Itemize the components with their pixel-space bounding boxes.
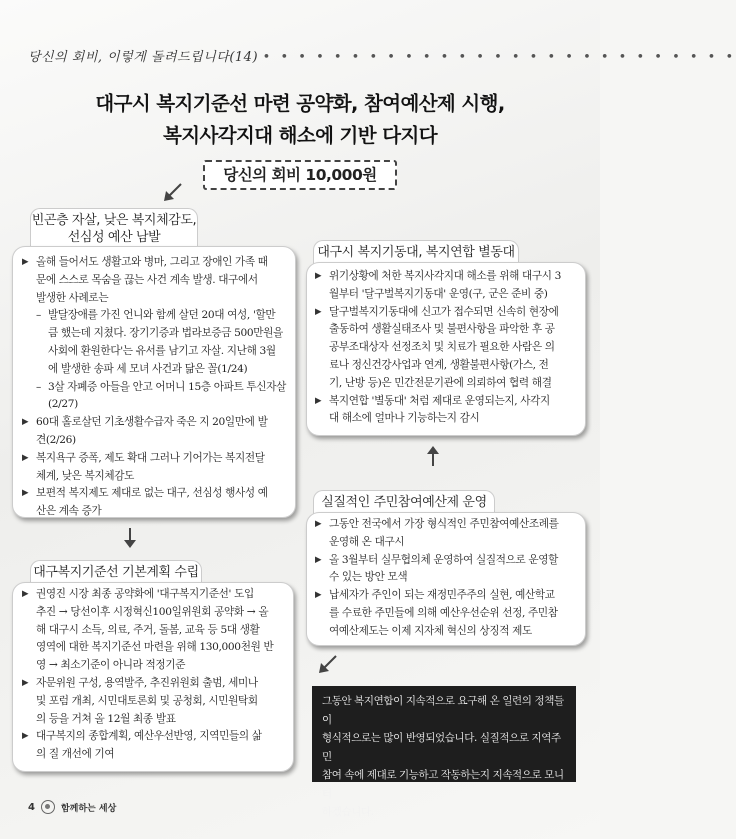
dotted-leader: • • • • • • • • • • • • • • • • • • • • • • • • • • •: [262, 50, 736, 65]
section1-tab: [30, 208, 198, 248]
list-item: – 3살 자폐증 아들을 안고 어머니 15층 아파트 투신자살: [22, 379, 290, 397]
list-item: 해 대구시 소득, 의료, 주거, 돌봄, 교육 등 5대 생활: [36, 623, 260, 636]
list-item: 사회에 환원한다'는 유서를 남기고 자살. 지난해 3월: [48, 344, 276, 357]
headline-line-2: 복지사각지대 해소에 기반 다지다: [163, 124, 437, 147]
list-item: ▶ 위기상황에 처한 복지사각지대 해소를 위해 대구시 3: [315, 268, 579, 286]
fee-label-box: 당신의 회비 10,000원: [203, 160, 397, 190]
section4-title: 실질적인 주민참여예산제 운영: [321, 495, 487, 510]
list-item: 의 질 개선에 기여: [36, 748, 115, 761]
list-item: – 발달장애를 가진 언니와 함께 살던 20대 여성, '할만: [22, 307, 290, 325]
arrow-up-icon: [421, 444, 445, 468]
list-item: 대 해소에 얼마나 기능하는지 감시: [329, 412, 480, 425]
list-item: ▶ 올해 들어서도 생활고와 병마, 그리고 장애인 가족 때: [22, 254, 290, 272]
list-item: 월부터 '달구벌복지기동대' 운영(구, 군은 준비 중): [329, 287, 548, 300]
list-item: 발생한 사례로는: [36, 291, 109, 304]
list-item: 추진 → 당선이후 시정혁신100일위원회 공약화 → 올: [36, 605, 269, 618]
arrow-down-left-icon: [316, 652, 340, 676]
list-item: ▶ 올 3월부터 실무협의체 운영하여 실질적으로 운영할: [315, 552, 579, 570]
list-item: 운영해 온 대구시: [329, 535, 405, 548]
note-line: 그동안 복지연합이 지속적으로 요구해 온 일련의 정책들이: [322, 695, 564, 726]
note-line: 형식적으로는 많이 반영되었습니다. 실질적으로 지역주민: [322, 732, 561, 763]
series-title-text: 당신의 회비, 이렇게 돌려드립니다(14): [28, 50, 259, 65]
list-item: ▶ 보편적 복지제도 제대로 없는 대구, 선심성 행사성 예: [22, 485, 290, 503]
list-item: ▶ 복지연합 '별동대' 처럼 제대로 운영되는지, 사각지: [315, 393, 579, 411]
list-item: 산은 계속 증가: [36, 505, 102, 518]
list-item: ▶ 자문위원 구성, 용역발주, 추진위원회 출범, 세미나: [22, 675, 288, 693]
list-item: 출동하여 생활실태조사 및 불편사항을 파악한 후 공: [329, 323, 555, 336]
section3-title: 대구복지기준선 기본계획 수립: [33, 565, 199, 580]
list-item: 큼 했는데 지쳤다. 장기기증과 법라보증금 500만원을: [48, 327, 283, 340]
headline-line-1: 대구시 복지기준선 마련 공약화, 참여예산제 시행,: [95, 92, 505, 115]
section2-tab: [313, 240, 519, 264]
magazine-name: 함께하는 세상: [60, 803, 117, 814]
list-item: 및 포럼 개최, 시민대토론회 및 공청회, 시민원탁회: [36, 694, 258, 707]
list-item: 여예산제도는 이제 지자체 혁신의 상징적 제도: [329, 624, 532, 637]
list-item: 의 등을 거쳐 올 12월 최종 발표: [36, 712, 176, 725]
list-item: 를 수료한 주민들에 의해 예산우선순위 선정, 주민참: [329, 606, 558, 619]
list-item: 영 → 최소기준이 아니라 적정기준: [36, 659, 186, 672]
list-item: ▶ 권영진 시장 최종 공약화에 '대구복지기준선' 도입: [22, 586, 288, 604]
arrow-down-left-icon: [161, 180, 185, 204]
list-item: 체계, 낮은 복지체감도: [36, 469, 135, 482]
page-number: 4: [28, 801, 35, 813]
section4-tab: [313, 490, 495, 514]
magazine-logo-icon: [41, 800, 55, 814]
note-line: 하겠습니다.: [322, 806, 374, 818]
note-line: 참여 속에 제대로 기능하고 작동하는지 지속적으로 모니터: [322, 769, 564, 800]
section1-title-line2: 선심성 예산 남발: [67, 230, 161, 245]
arrow-down-icon: [118, 526, 142, 550]
list-item: 료나 정신건강사업과 연계, 생활불편사항(가스, 전: [329, 358, 549, 371]
section2-list: [315, 268, 579, 428]
summary-note: [312, 686, 576, 818]
list-item: 견(2/26): [36, 433, 76, 446]
list-item: ▶ 대구복지의 종합계획, 예산우선반영, 지역민들의 삶: [22, 728, 288, 746]
list-item: 수 있는 방안 모색: [329, 571, 408, 584]
list-item: ▶ 60대 홀로살던 기초생활수급자 죽은 지 20일만에 발: [22, 414, 290, 432]
list-item: 공부조대상자 선정조치 및 치료가 필요한 사람은 의: [329, 341, 555, 354]
list-item: 에 발생한 송파 세 모녀 사건과 닮은 꼴(1/24): [48, 362, 248, 375]
list-item: ▶ 납세자가 주인이 되는 재정민주주의 실현, 예산학교: [315, 587, 579, 605]
list-item: 기, 난방 등)은 민간전문기관에 의뢰하여 협력 해결: [329, 376, 552, 389]
section4-list: [315, 516, 579, 641]
list-item: (2/27): [48, 398, 78, 411]
section3-list: [22, 586, 288, 764]
list-item: 영역에 대한 복지기준선 마련을 위해 130,000천원 반: [36, 641, 274, 654]
section2-title: 대구시 복지기동대, 복지연합 별동대: [317, 245, 515, 260]
series-title: [28, 46, 736, 65]
page-footer: [28, 800, 116, 814]
section1-list: [22, 254, 290, 521]
list-item: ▶ 그동안 전국에서 가장 형식적인 주민참여예산조례를: [315, 516, 579, 534]
section3-tab: [30, 560, 202, 584]
list-item: ▶ 달구벌복지기동대에 신고가 접수되면 신속히 현장에: [315, 304, 579, 322]
list-item: 문에 스스로 목숨을 끊는 사건 계속 발생. 대구에서: [36, 273, 258, 286]
section1-title-line1: 빈곤층 자살, 낮은 복지체감도,: [31, 213, 197, 228]
list-item: ▶ 복지욕구 증폭, 제도 확대 그러나 기어가는 복지전달: [22, 450, 290, 468]
